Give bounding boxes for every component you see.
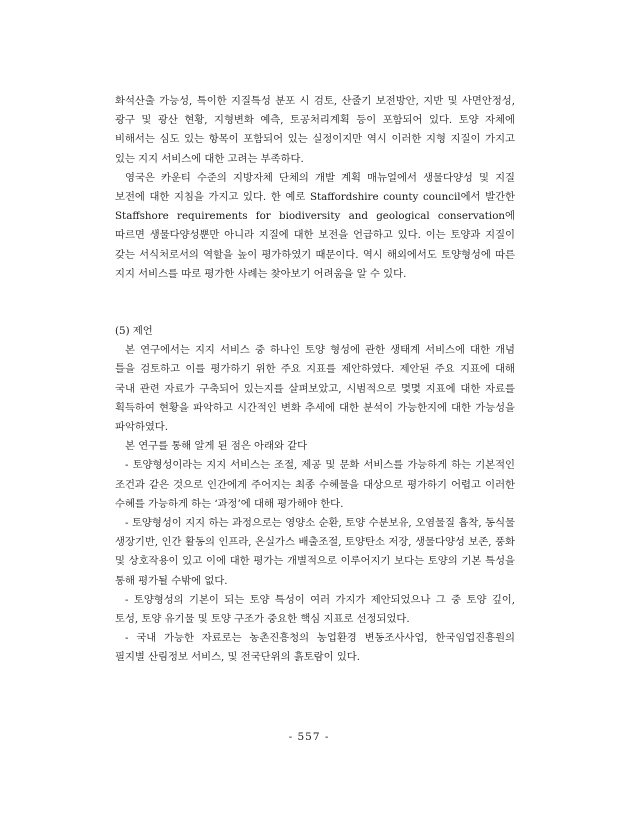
page-number: - 557 - <box>288 731 330 743</box>
section-spacer <box>115 284 515 303</box>
paragraph-uk-example: 영국은 카운티 수준의 지방자체 단체의 개발 계획 매뉴얼에서 생물다양성 및 지질 보전에 대한 지침을 가지고 있다. 한 예로 Staffordshire county council에서 발간한 Staffshore requirements for biodiversity and geological conservation에 따르면 생물다양성뿐만 아니라 지질에 대한 보전을 언급하고 있다. 이는 토양과 지질이 갖는 서식처로서의 역할을 높이 평가하였기 때문이다. 역시 해외에서도 토양형성에 따른 지지 서비스를 따로 평가한 사례는 찾아보기 어려움을 알 수 있다. <box>115 171 515 280</box>
paragraph-summary: 본 연구에서는 지지 서비스 중 하나인 토양 형성에 관한 생태계 서비스에 대한 개념 틀을 검토하고 이를 평가하기 위한 주요 지표를 제안하였다. 제안된 주요 지표에 대해 국내 관련 자료가 구축되어 있는지를 살펴보았고, 시범적으로 몇몇 지표에 대한 자료를 획득하여 현황을 파악하고 시간적인 변화 추세에 대한 분석이 가능한지에 대한 가능성을 파악하였다. <box>115 344 515 434</box>
paragraph-findings-intro: 본 연구를 통해 알게 된 점은 아래와 같다 <box>125 440 308 453</box>
finding-item: - 토양형성이라는 지지 서비스는 조절, 제공 및 문화 서비스를 가능하게 하는 기본적인 조건과 같은 것으로 인간에게 주어지는 최종 수혜물을 대상으로 평가하기 어렵고 이러한 수혜를 가능하게 하는 ‘과정’에 대해 평가해야 한다. <box>115 459 515 510</box>
document-body <box>115 92 515 668</box>
finding-item: - 토양형성이 지지 하는 과정으로는 영양소 순환, 토양 수분보유, 오염물질 흡착, 동식물 생장기반, 인간 활동의 인프라, 온실가스 배출조절, 토양탄소 저장, 생물다양성 보존, 풍화 및 상호작용이 있고 이에 대한 평가는 개별적으로 이루어지기 보다는 토양의 기본 특성을 통해 평가될 수밖에 없다. <box>115 517 515 587</box>
paragraph-continued: 화석산출 가능성, 특이한 지질특성 분포 시 검토, 산줄기 보전방안, 지반 및 사면안정성, 광구 및 광산 현황, 지형변화 예측, 토공처리계획 등이 포함되어 있다. 토양 자체에 비해서는 심도 있는 항목이 포함되어 있는 실정이지만 역시 이러한 지형 지질이 가지고 있는 지지 서비스에 대한 고려는 부족하다. <box>115 95 515 165</box>
finding-item: - 토양형성의 기본이 되는 토양 특성이 여러 가지가 제안되었으나 그 중 토양 깊이, 토성, 토양 유기물 및 토양 구조가 중요한 핵심 지표로 선정되었다. <box>115 593 515 626</box>
section-spacer <box>115 303 515 322</box>
finding-item: - 국내 가능한 자료로는 농촌진흥청의 농업환경 변동조사사업, 한국임업진흥원의 필지별 산림정보 서비스, 및 전국단위의 흙토람이 있다. <box>115 632 515 664</box>
section-heading: (5) 제언 <box>115 325 153 338</box>
